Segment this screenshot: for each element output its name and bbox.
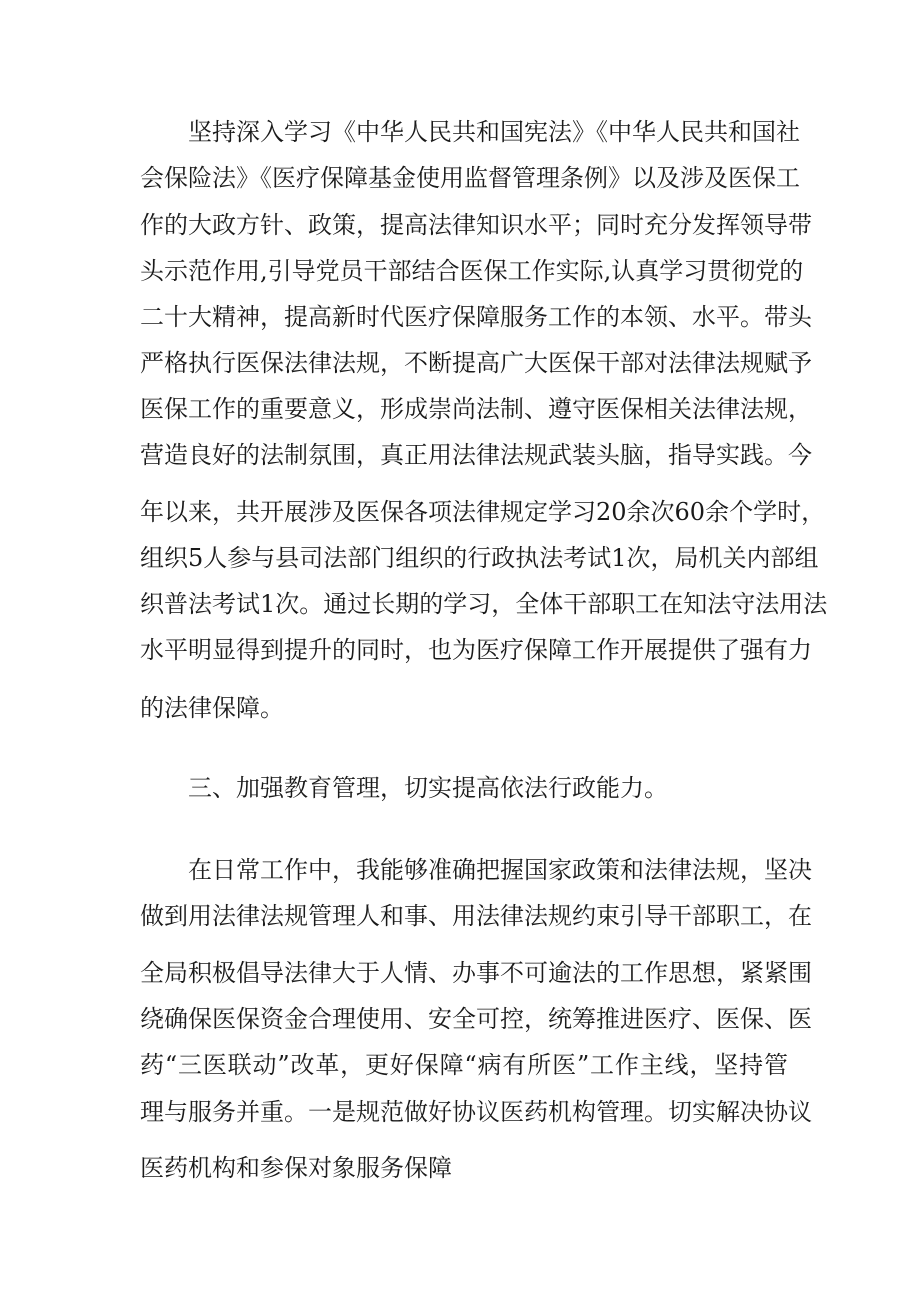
text-line: 年以来，共开展涉及医保各项法律规定学习20余次60余个学时， <box>140 498 826 526</box>
text-line: 严格执行医保法律法规，不断提高广大医保干部对法律法规赋予 <box>140 349 812 377</box>
text-line: 坚持深入学习《中华人民共和国宪法》《中华人民共和国社 <box>188 118 800 146</box>
text-line: 药“三医联动”改革，更好保障“病有所医”工作主线，坚持管 <box>140 1051 788 1079</box>
text-line: 医保工作的重要意义，形成崇尚法制、遵守医保相关法律法规， <box>140 395 812 423</box>
text-line: 医药机构和参保对象服务保障 <box>140 1154 452 1182</box>
text-line: 会保险法》《医疗保障基金使用监督管理条例》以及涉及医保工 <box>140 164 800 192</box>
text-line: 织普法考试1次。通过长期的学习，全体干部职工在知法守法用法 <box>140 590 828 618</box>
text-line: 在日常工作中，我能够准确把握国家政策和法律法规，坚决 <box>188 856 812 884</box>
text-line: 理与服务并重。一是规范做好协议医药机构管理。切实解决协议 <box>140 1098 812 1126</box>
text-line: 作的大政方针、政策，提高法律知识水平；同时充分发挥领导带 <box>140 211 812 239</box>
text-line: 绕确保医保资金合理使用、安全可控，统筹推进医疗、医保、医 <box>140 1005 812 1033</box>
text-line: 水平明显得到提升的同时，也为医疗保障工作开展提供了强有力 <box>140 636 812 664</box>
text-line: 的法律保障。 <box>140 694 284 722</box>
text-line: 做到用法律法规管理人和事、用法律法规约束引导干部职工，在 <box>140 902 812 930</box>
text-line: 全局积极倡导法律大于人情、办事不可逾法的工作思想，紧紧围 <box>140 959 812 987</box>
section-heading: 三、加强教育管理，切实提高依法行政能力。 <box>188 774 668 802</box>
text-line: 营造良好的法制氛围，真正用法律法规武装头脑，指导实践。今 <box>140 441 812 469</box>
text-line: 二十大精神，提高新时代医疗保障服务工作的本领、水平。带头 <box>140 303 812 331</box>
text-line: 头示范作用,引导党员干部结合医保工作实际,认真学习贯彻党的 <box>140 257 804 285</box>
text-line: 组织5人参与县司法部门组织的行政执法考试1次，局机关内部组 <box>140 544 819 572</box>
